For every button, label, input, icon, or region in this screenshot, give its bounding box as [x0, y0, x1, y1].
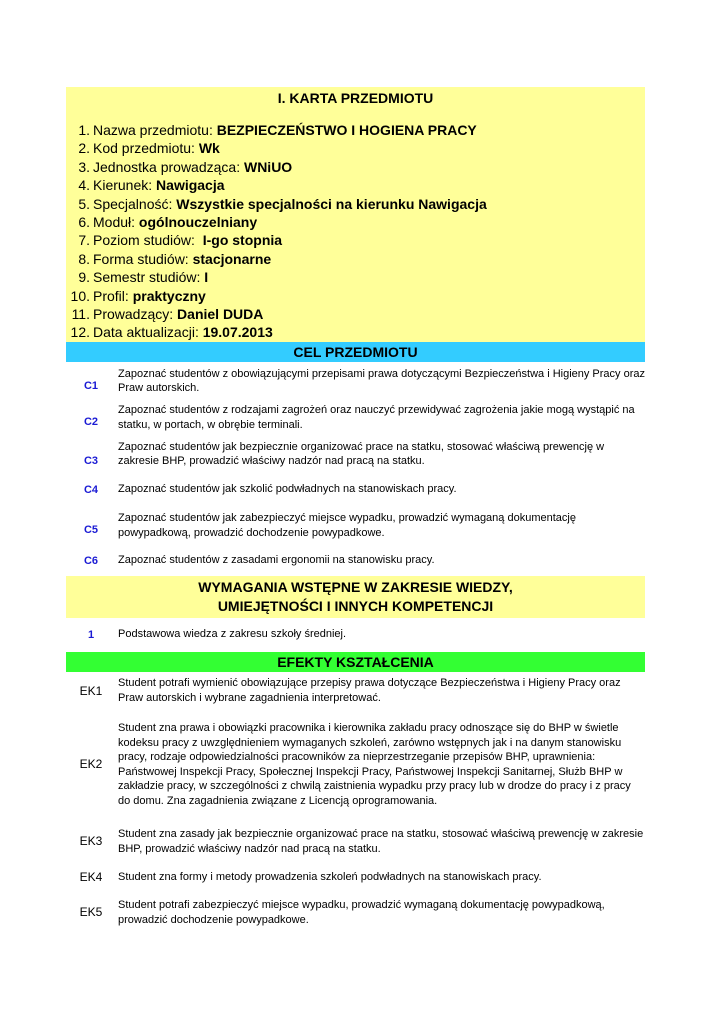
- goals-list: [66, 362, 645, 576]
- card-item-label: Prowadzący:: [93, 305, 174, 322]
- card-item-value: Nawigacja: [156, 177, 225, 194]
- requirements-title-line1: WYMAGANIA WSTĘPNE W ZAKRESIE WIEDZY,: [198, 578, 513, 595]
- card-item-number: 8.: [78, 250, 90, 267]
- goal-text: Zapoznać studentów z rodzajami zagrożeń oraz nauczyć przewidywać zagrożenia jakie mogą wystąpić na statku, w portach, w obrębie terminali.: [118, 404, 635, 431]
- card-item-value: Daniel DUDA: [177, 305, 264, 322]
- outcome-row: [66, 710, 645, 820]
- card-item: [66, 231, 645, 249]
- card-item-number: 9.: [78, 269, 90, 286]
- card-item-label: Profil:: [93, 287, 129, 304]
- goal-text: Zapoznać studentów jak bezpiecznie organizować prace na statku, stosować właściwą prewencję w zakresie BHP, prowadzić właściwy nadzór nad pracą na statku.: [118, 440, 605, 468]
- goal-text: Zapoznać studentów z zasadami ergonomii na stanowisku pracy.: [118, 554, 435, 567]
- requirement-row: [66, 618, 645, 652]
- goal-code: C6: [83, 555, 99, 568]
- card-item: [66, 323, 645, 341]
- outcomes-title: EFEKTY KSZTAŁCENIA: [66, 652, 645, 672]
- requirement-code: 1: [87, 629, 95, 642]
- requirement-text: Podstawowa wiedza z zakresu szkoły średniej.: [118, 628, 347, 641]
- goal-text: Zapoznać studentów z obowiązującymi przepisami prawa dotyczącymi Bezpieczeństwa i Higieny Pracy oraz Praw autorskich.: [118, 367, 646, 395]
- outcome-code: EK1: [79, 684, 103, 699]
- course-sheet: [66, 87, 645, 934]
- goal-row: [66, 435, 645, 474]
- card-item-number: 1.: [78, 122, 90, 138]
- card-item-label: Semestr studiów:: [93, 269, 201, 286]
- card-item-number: 2.: [78, 140, 90, 157]
- card-item-label: Jednostka prowadząca:: [93, 158, 241, 175]
- card-item-value: I-go stopnia: [202, 232, 283, 249]
- card-title: I. KARTA PRZEDMIOTU: [277, 90, 434, 106]
- outcome-text: Student zna zasady jak bezpiecznie organizować prace na statku, stosować właściwą prewencję w zakresie BHP, prowadzić właściwy nadzór nad pracą na statku.: [118, 828, 644, 855]
- card-item: [66, 158, 645, 176]
- outcome-code: EK3: [79, 834, 103, 849]
- goal-text: Zapoznać studentów jak zabezpieczyć miejsce wypadku, prowadzić wymaganą dokumentację powypadkową, prowadzić dochodzenie powypadkowe.: [118, 512, 576, 539]
- requirements-title-line2: UMIEJĘTNOŚCI I INNYCH KOMPETENCJI: [217, 597, 494, 614]
- outcome-code: EK4: [79, 870, 103, 885]
- card-item-number: 4.: [78, 177, 90, 194]
- card-item: [66, 287, 645, 305]
- card-item-value: WNiUO: [243, 158, 293, 175]
- goal-code: C2: [83, 416, 99, 429]
- outcome-text: Student zna prawa i obowiązki pracownika i kierownika zakładu pracy odnoszące się do BHP w świetle kodeksu pracy z uwzględnieniem wymaganych szkoleń, zarówno wstępnych jak i na danym stanowisku pracy, rodzaje odpowiedzialności pracowników za nieprzestrzeganie przepisów BHP, uprawnienia: Państwowej Inspekcji Pracy, Społecznej Inspekcji Pracy, Państwowej Inspekcji Sanitarnej, Służb BHP w zakładzie pracy, w szczególności z chwilą zaistnienia wypadku przy pracy lub w drodze do pracy i z pracy do domu. Zna zagadnienia związane z Licencją oprogramowania.: [118, 722, 631, 807]
- goal-text: Zapoznać studentów jak szkolić podwładnych na stanowiskach pracy.: [118, 483, 457, 496]
- card-item-label: Specjalność:: [93, 195, 173, 212]
- card-item-value: stacjonarne: [192, 250, 272, 267]
- card-item: [66, 121, 645, 139]
- card-item-number: 5.: [78, 195, 90, 212]
- goal-row: [66, 546, 645, 576]
- card-item: [66, 195, 645, 213]
- card-item-label: Forma studiów:: [93, 250, 189, 267]
- card-item: [66, 139, 645, 157]
- outcome-code: EK2: [79, 757, 103, 772]
- card-item-label: Moduł:: [93, 213, 136, 230]
- card-item-value: Wk: [198, 140, 220, 157]
- card-item-number: 12.: [70, 324, 90, 341]
- card-item-number: 6.: [78, 213, 90, 230]
- goal-code: C3: [83, 454, 99, 467]
- course-card: [66, 87, 645, 342]
- goal-code: C4: [83, 484, 99, 497]
- outcome-code: EK5: [79, 905, 103, 920]
- outcome-text: Student potrafi wymienić obowiązujące przepisy prawa dotyczące Bezpieczeństwa i Higieny Pracy oraz Praw autorskich i wybrane zagadnienia interpretować.: [118, 677, 621, 704]
- card-item-value: ogólnouczelniany: [138, 213, 258, 230]
- card-item-label: Kod przedmiotu:: [93, 140, 195, 157]
- outcome-text: Student zna formy i metody prowadzenia szkoleń podwładnych na stanowiskach pracy.: [118, 871, 542, 884]
- card-item-value: praktyczny: [132, 287, 206, 304]
- requirements-title: [66, 576, 645, 618]
- card-item-number: 3.: [78, 158, 90, 175]
- goal-row: [66, 362, 645, 401]
- card-item-label: Data aktualizacji:: [93, 324, 199, 341]
- goal-row: [66, 474, 645, 506]
- outcome-row: [66, 892, 645, 934]
- card-item: [66, 268, 645, 286]
- card-item-label: Nazwa przedmiotu:: [93, 122, 213, 138]
- outcomes-list: [66, 672, 645, 934]
- card-item: [66, 176, 645, 194]
- outcome-row: [66, 820, 645, 864]
- card-list: [66, 110, 645, 342]
- card-item-number: 7.: [78, 232, 90, 249]
- card-item: [66, 305, 645, 323]
- card-item-number: 11.: [71, 305, 90, 322]
- goal-code: C5: [83, 524, 99, 537]
- goal-row: [66, 401, 645, 435]
- card-item-value: 19.07.2013: [202, 324, 273, 341]
- card-item-value: I: [204, 269, 209, 286]
- outcome-row: [66, 672, 645, 710]
- card-item: [66, 250, 645, 268]
- goal-code: C1: [83, 379, 99, 392]
- card-item: [66, 213, 645, 231]
- goals-title: CEL PRZEDMIOTU: [66, 342, 645, 362]
- outcome-text: Student potrafi zabezpieczyć miejsce wypadku, prowadzić wymaganą dokumentację powypadkową, prowadzić dochodzenie powypadkowe.: [118, 899, 605, 926]
- card-item-value: BEZPIECZEŃSTWO I HOGIENA PRACY: [216, 122, 477, 138]
- card-item-label: Kierunek:: [93, 177, 153, 194]
- card-item-value: Wszystkie specjalności na kierunku Nawigacja: [176, 195, 487, 212]
- card-item-number: 10.: [70, 287, 90, 304]
- outcome-row: [66, 864, 645, 892]
- card-item-label: Poziom studiów:: [93, 232, 195, 249]
- goal-row: [66, 506, 645, 546]
